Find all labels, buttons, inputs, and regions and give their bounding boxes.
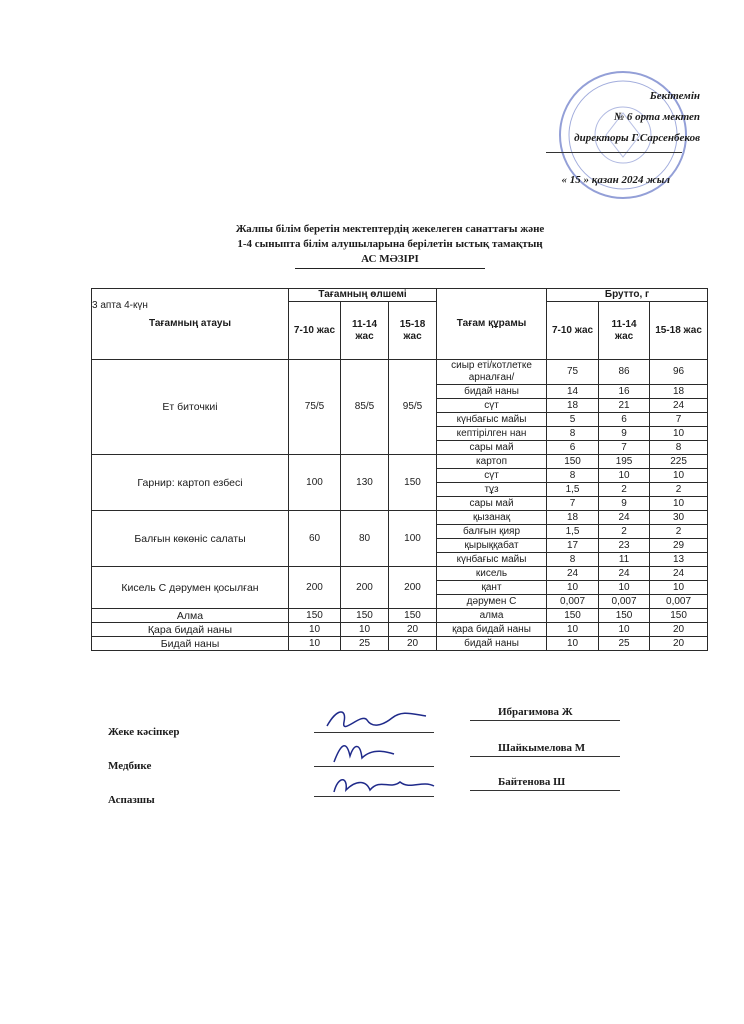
dish-name: Алма bbox=[92, 609, 289, 623]
brutto-value: 10 bbox=[599, 581, 650, 595]
ingredient-name: кисель bbox=[437, 567, 547, 581]
name-underline bbox=[470, 720, 620, 721]
portion-size: 150 bbox=[341, 609, 389, 623]
signatory-name: Ибрагимова Ж bbox=[498, 706, 573, 718]
ingredient-name: сиыр еті/котлетке арналған/ bbox=[437, 360, 547, 385]
brutto-value: 9 bbox=[599, 427, 650, 441]
header-age-brutto: 11-14 жас bbox=[599, 302, 650, 360]
ingredient-name: қара бидай наны bbox=[437, 623, 547, 637]
table-row bbox=[92, 455, 708, 469]
brutto-value: 7 bbox=[547, 497, 599, 511]
portion-size: 200 bbox=[341, 567, 389, 609]
brutto-value: 1,5 bbox=[547, 483, 599, 497]
table-row bbox=[92, 637, 708, 651]
dish-name: Балғын көкөніс салаты bbox=[92, 511, 289, 567]
ingredient-name: алма bbox=[437, 609, 547, 623]
ingredient-name: қырыққабат bbox=[437, 539, 547, 553]
signatory-name: Шайкымелова М bbox=[498, 742, 586, 754]
ingredient-name: кептірілген нан bbox=[437, 427, 547, 441]
handwritten-signature bbox=[330, 770, 440, 800]
header-composition: Тағам құрамы bbox=[437, 289, 547, 360]
portion-size: 10 bbox=[289, 637, 341, 651]
portion-size: 200 bbox=[389, 567, 437, 609]
brutto-value: 16 bbox=[599, 385, 650, 399]
table-row bbox=[92, 511, 708, 525]
brutto-value: 2 bbox=[650, 483, 708, 497]
portion-size: 10 bbox=[289, 623, 341, 637]
brutto-value: 150 bbox=[547, 609, 599, 623]
ingredient-name: сүт bbox=[437, 399, 547, 413]
brutto-value: 195 bbox=[599, 455, 650, 469]
heading-line-2: 1-4 сыныпта білім алушыларына берілетін ыстық тамақтың bbox=[237, 238, 543, 250]
brutto-value: 8 bbox=[547, 427, 599, 441]
portion-size: 150 bbox=[389, 609, 437, 623]
ingredient-name: бидай наны bbox=[437, 637, 547, 651]
brutto-value: 18 bbox=[547, 511, 599, 525]
brutto-value: 10 bbox=[599, 623, 650, 637]
brutto-value: 21 bbox=[599, 399, 650, 413]
ingredient-name: сары май bbox=[437, 497, 547, 511]
brutto-value: 24 bbox=[650, 399, 708, 413]
approval-block bbox=[520, 86, 700, 186]
brutto-value: 2 bbox=[599, 525, 650, 539]
brutto-value: 24 bbox=[547, 567, 599, 581]
header-age-brutto: 15-18 жас bbox=[650, 302, 708, 360]
dish-name: Ет биточкиі bbox=[92, 360, 289, 455]
brutto-value: 24 bbox=[599, 511, 650, 525]
brutto-value: 11 bbox=[599, 553, 650, 567]
table-row bbox=[92, 567, 708, 581]
brutto-value: 8 bbox=[547, 553, 599, 567]
ingredient-name: балғын қияр bbox=[437, 525, 547, 539]
brutto-value: 23 bbox=[599, 539, 650, 553]
header-age-size: 11-14 жас bbox=[341, 302, 389, 360]
name-underline bbox=[470, 790, 620, 791]
header-dish-name: Тағамның атауы bbox=[92, 289, 289, 360]
brutto-value: 0,007 bbox=[650, 595, 708, 609]
ingredient-name: картоп bbox=[437, 455, 547, 469]
dish-name: Бидай наны bbox=[92, 637, 289, 651]
brutto-value: 5 bbox=[547, 413, 599, 427]
brutto-value: 25 bbox=[599, 637, 650, 651]
brutto-value: 6 bbox=[547, 441, 599, 455]
handwritten-signature bbox=[322, 704, 432, 734]
heading-line-1: Жалпы білім беретін мектептердің жекелеген санаттағы және bbox=[235, 223, 545, 235]
brutto-value: 8 bbox=[650, 441, 708, 455]
approval-date: « 15 » қазан 2024 жыл bbox=[561, 174, 670, 186]
dish-name: Қара бидай наны bbox=[92, 623, 289, 637]
portion-size: 100 bbox=[389, 511, 437, 567]
brutto-value: 7 bbox=[599, 441, 650, 455]
brutto-value: 8 bbox=[547, 469, 599, 483]
brutto-value: 10 bbox=[650, 427, 708, 441]
brutto-value: 7 bbox=[650, 413, 708, 427]
brutto-value: 150 bbox=[547, 455, 599, 469]
brutto-value: 18 bbox=[547, 399, 599, 413]
table-row bbox=[92, 623, 708, 637]
brutto-value: 0,007 bbox=[547, 595, 599, 609]
brutto-value: 6 bbox=[599, 413, 650, 427]
portion-size: 150 bbox=[389, 455, 437, 511]
brutto-value: 20 bbox=[650, 623, 708, 637]
header-brutto: Брутто, г bbox=[547, 289, 708, 302]
ingredient-name: қант bbox=[437, 581, 547, 595]
table-header-row bbox=[92, 289, 708, 302]
header-portion-size: Тағамның өлшемі bbox=[289, 289, 437, 302]
ingredient-name: күнбағыс майы bbox=[437, 413, 547, 427]
brutto-value: 10 bbox=[650, 469, 708, 483]
dish-name: Кисель С дәрумен қосылған bbox=[92, 567, 289, 609]
brutto-value: 150 bbox=[599, 609, 650, 623]
signature-block bbox=[108, 698, 628, 818]
approval-school: № 6 орта мектеп bbox=[614, 111, 700, 123]
brutto-value: 24 bbox=[650, 567, 708, 581]
brutto-value: 10 bbox=[599, 469, 650, 483]
brutto-value: 2 bbox=[599, 483, 650, 497]
document-heading bbox=[180, 222, 600, 269]
brutto-value: 10 bbox=[547, 581, 599, 595]
signatory-name: Байтенова Ш bbox=[498, 776, 566, 788]
portion-size: 95/5 bbox=[389, 360, 437, 455]
brutto-value: 17 bbox=[547, 539, 599, 553]
brutto-value: 10 bbox=[547, 623, 599, 637]
portion-size: 25 bbox=[341, 637, 389, 651]
brutto-value: 96 bbox=[650, 360, 708, 385]
menu-title: АС МӘЗІРІ bbox=[295, 252, 485, 269]
portion-size: 80 bbox=[341, 511, 389, 567]
ingredient-name: дәрумен С bbox=[437, 595, 547, 609]
brutto-value: 0,007 bbox=[599, 595, 650, 609]
name-underline bbox=[470, 756, 620, 757]
portion-size: 60 bbox=[289, 511, 341, 567]
header-age-brutto: 7-10 жас bbox=[547, 302, 599, 360]
brutto-value: 2 bbox=[650, 525, 708, 539]
ingredient-name: қызанақ bbox=[437, 511, 547, 525]
portion-size: 20 bbox=[389, 637, 437, 651]
brutto-value: 20 bbox=[650, 637, 708, 651]
signature-role: Жеке кәсіпкер bbox=[108, 726, 180, 738]
signature-line bbox=[314, 766, 434, 767]
portion-size: 20 bbox=[389, 623, 437, 637]
portion-size: 100 bbox=[289, 455, 341, 511]
portion-size: 200 bbox=[289, 567, 341, 609]
portion-size: 10 bbox=[341, 623, 389, 637]
ingredient-name: тұз bbox=[437, 483, 547, 497]
brutto-value: 10 bbox=[650, 581, 708, 595]
ingredient-name: сары май bbox=[437, 441, 547, 455]
table-row bbox=[92, 609, 708, 623]
brutto-value: 10 bbox=[650, 497, 708, 511]
approval-title: Бекітемін bbox=[649, 90, 700, 102]
header-age-size: 7-10 жас bbox=[289, 302, 341, 360]
table-row bbox=[92, 360, 708, 385]
ingredient-name: бидай наны bbox=[437, 385, 547, 399]
signature-role: Медбике bbox=[108, 760, 152, 772]
brutto-value: 9 bbox=[599, 497, 650, 511]
brutto-value: 150 bbox=[650, 609, 708, 623]
menu-table bbox=[91, 288, 708, 651]
signature-role: Аспазшы bbox=[108, 794, 155, 806]
portion-size: 150 bbox=[289, 609, 341, 623]
portion-size: 85/5 bbox=[341, 360, 389, 455]
director-signature-line bbox=[546, 152, 682, 153]
portion-size: 130 bbox=[341, 455, 389, 511]
brutto-value: 1,5 bbox=[547, 525, 599, 539]
brutto-value: 18 bbox=[650, 385, 708, 399]
brutto-value: 225 bbox=[650, 455, 708, 469]
brutto-value: 86 bbox=[599, 360, 650, 385]
handwritten-signature bbox=[330, 736, 400, 766]
dish-name: Гарнир: картоп езбесі bbox=[92, 455, 289, 511]
approval-director: директоры Г.Сарсенбеков bbox=[574, 132, 700, 144]
week-day-label: 3 апта 4-күн bbox=[92, 300, 148, 311]
brutto-value: 29 bbox=[650, 539, 708, 553]
brutto-value: 14 bbox=[547, 385, 599, 399]
brutto-value: 24 bbox=[599, 567, 650, 581]
brutto-value: 75 bbox=[547, 360, 599, 385]
brutto-value: 30 bbox=[650, 511, 708, 525]
brutto-value: 13 bbox=[650, 553, 708, 567]
ingredient-name: күнбағыс майы bbox=[437, 553, 547, 567]
header-age-size: 15-18 жас bbox=[389, 302, 437, 360]
ingredient-name: сүт bbox=[437, 469, 547, 483]
portion-size: 75/5 bbox=[289, 360, 341, 455]
brutto-value: 10 bbox=[547, 637, 599, 651]
